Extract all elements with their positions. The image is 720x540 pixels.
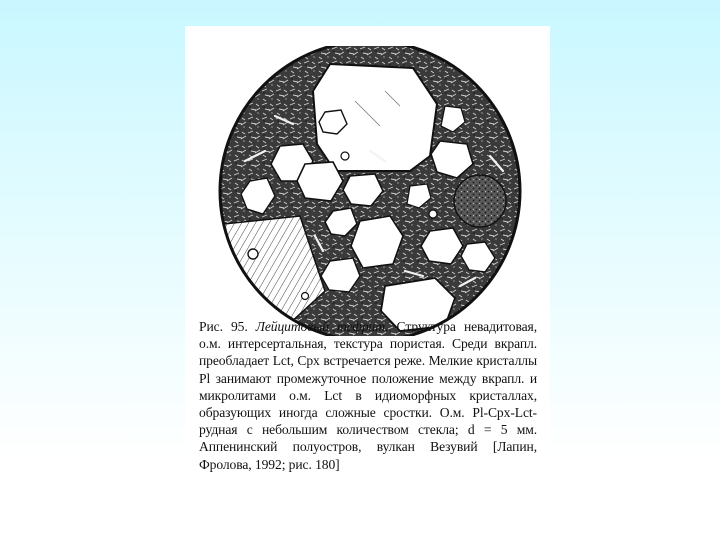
figure-caption (199, 318, 537, 473)
document-page (185, 26, 550, 532)
figure-title: Лейцитовый тефрит. (255, 319, 389, 334)
thin-section-drawing (205, 46, 535, 336)
caption-body: Структура невадитовая, о.м. интерсертальная, текстура пористая. Среди вкрапл. преобладает Lct, Cpx встречается реже. Мелкие кристаллы Pl занимают промежуточное положение между вкрапл. и микролитами о.м. Lct в идиоморфных кристаллах, образующих иногда сложные сростки. О.м. Pl-Cpx-Lct-рудная с небольшим количеством стекла; d = 5 мм. Аппенинский полуостров, вулкан Везувий [Лапин, Фролова, 1992; рис. 180] (199, 319, 537, 472)
figure-label: Рис. 95. (199, 319, 248, 334)
